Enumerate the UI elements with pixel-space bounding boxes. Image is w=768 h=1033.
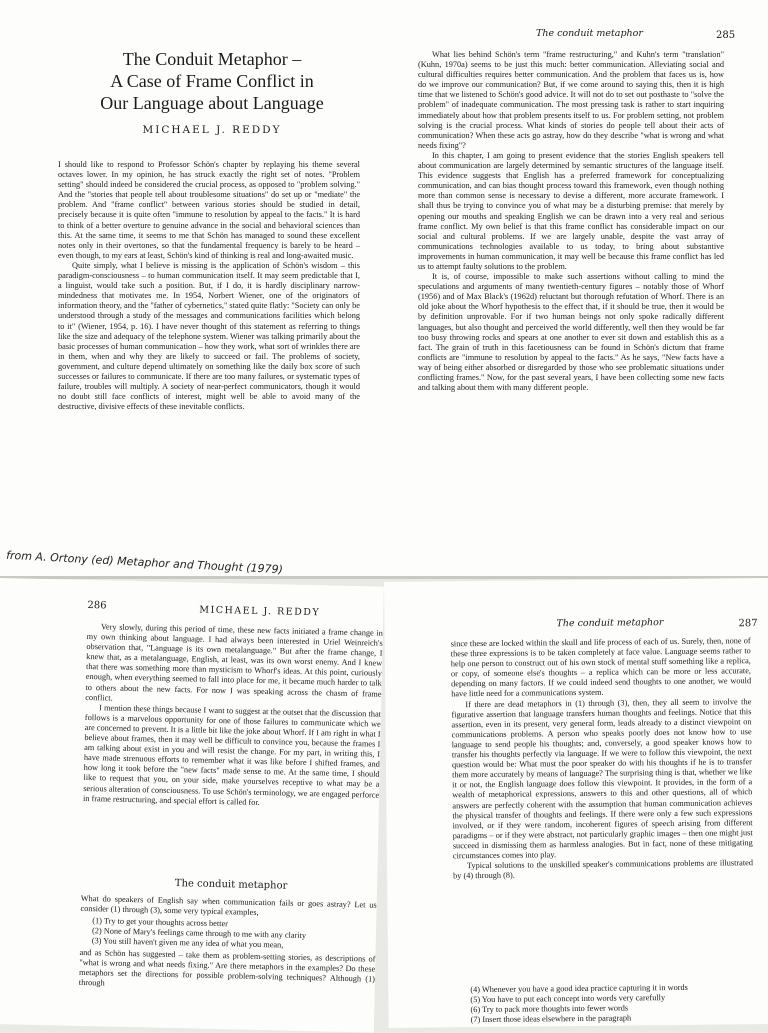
paragraph: In this chapter, I am going to present evidence that the stories English speakers tell about communication are largely determined by semantic structures of the language itself. This evidence suggests that English has a preferred framework for conceptualizing communication, and can bias thought process toward this framework, even though nothing more than common sense is necessary to devise a different, more accurate framework. I shall thus be trying to convince you of what may be a disturbing premise: that merely by opening our mouths and speaking English we can be drawn into a very real and serious frame conflict. My own belief is that this frame conflict has considerable impact on our social and cultural problems. If we are largely unable, despite the vast array of communications technologies available to us today, to bring about substantive improvements in human communication, it may well be because this frame conflict has led us to attempt faulty solutions to the problem.: [418, 150, 724, 271]
closing-text: [79, 948, 376, 995]
paragraph: What do speakers of English say when communication fails or goes astray? Let us consider (1) through (3), some very typical examples,: [80, 893, 377, 918]
body-text: [83, 622, 383, 810]
paragraph: Typical solutions to the unskilled speaker's communications problems are illustrated by (4) through (8).: [453, 858, 754, 881]
author-name: MICHAEL J. REDDY: [142, 124, 282, 136]
page-286: [0, 578, 384, 1033]
running-head: The conduit metaphor: [536, 28, 643, 39]
title-line-3: Our Language about Language: [100, 93, 324, 113]
example-list: [470, 982, 760, 1025]
section-heading: The conduit metaphor: [174, 878, 288, 892]
paragraph: since these are locked within the skull and life process of each of us. Surely, then, none of these three expressions is to be taken completely at face value. Language seems rather to help one person to construct out of his own stock of mental stuff something like a replica, or copy, of someone else's thoughts – a replica which can be more or less accurate, depending on many factors. If we could indeed send thoughts to one another, we would have little need for a communications system.: [450, 636, 752, 699]
title-line-2: A Case of Frame Conflict in: [110, 71, 314, 91]
page-285: [384, 0, 768, 578]
chapter-title: [52, 48, 372, 114]
body-text: [418, 50, 724, 393]
running-head: MICHAEL J. REDDY: [199, 604, 321, 619]
paragraph: Very slowly, during this period of time, these new facts initiated a frame change in my own thinking about language. I had always been interested in Uriel Weinreich's observation that, "Language is its own metalanguage." But after the frame change, I knew that, as a metalanguage, English, at least, was its own worst enemy. And I knew that there was something more than mysticism to Whorf's ideas. At this point, curiously enough, when everything seemed to fall into place for me, it became much harder to talk to others about the new facts. For now I was speaking across the chasm of frame conflict.: [85, 622, 383, 703]
paragraph: Quite simply, what I believe is missing is the application of Schön's wisdom – this paradigm-consciousness – to human communication itself. It may seem predictable that I, a linguist, would take such a position. But, if I do, it is hardly disciplinary narrow-mindedness that motivates me. In 1954, Norbert Wiener, one of the originators of information theory, and the "father of cybernetics," stated quite flatly: "Society can only be understood through a study of the messages and communications facilities which belong to it" (Wiener, 1954, p. 16). I have never thought of this statement as referring to things like the size and adequacy of the telephone system. Wiener was talking primarily about the basic processes of human communication – how they work, what sort of wrinkles there are in them, when and why they are likely to succeed or fail. The problems of society, government, and culture depend ultimately on something like the daily box score of such successes or failures to communicate. If there are too many failures, or systematic types of failure, troubles will multiply. A society of near-perfect communicators, though it would no doubt still face conflicts of interest, might well be able to avoid many of the destructive, divisive effects of these inevitable conflicts.: [58, 260, 360, 412]
example-1: (1) Try to get your thoughts across better: [92, 916, 229, 929]
paragraph: It is, of course, impossible to make such assertions without calling to mind the speculations and arguments of many twentieth-century figures – notably those of Whorf (1956) and of Max Black's (1962d) reluctant but thorough refutation of Whorf. There is an old joke about the Whorf hypothesis to the effect that, if it should be true, then it would be by definition unprovable. For if two human beings not only spoke radically different languages, but also thought and perceived the world differently, well then they would be far too busy throwing rocks and spears at one another to ever sit down and establish this as a fact. The grain of truth in this facetiousness can be found in Schön's dictum that frame conflicts are "immune to resolution by appeal to the facts." As he says, "New facts have a way of being either absorbed or disregarded by those who see problematic situations under conflicting frames." Now, for the past several years, I have been collecting some new facts and talking about them with many different people.: [418, 272, 724, 393]
body-text: [58, 160, 360, 412]
example-5: (5) You have to put each concept into words very carefully: [470, 993, 666, 1005]
page-283: [0, 0, 384, 578]
title-line-1: The Conduit Metaphor –: [122, 49, 302, 69]
paragraph: If there are dead metaphors in (1) through (3), then, they all seem to involve the figurative assertion that language transfers human thoughts and feelings. Notice that this assertion, even in its present, very general form, leads already to a distinct viewpoint on communications problems. A person who speaks poorly does not know how to use language to send people his thoughts; and, conversely, a good speaker knows how to transfer his thoughts perfectly via language. If we were to follow this viewpoint, the next question would be: What must the poor speaker do with his thoughts if he is to transfer them more accurately by means of language? The surprising thing is that, whether we like it or not, the English language does follow this viewpoint. It provides, in the form of a wealth of metaphorical expressions, answers to this and other questions, all of which answers are perfectly coherent with the assumption that human communication achieves the physical transfer of thoughts and feelings. If there were only a few such expressions involved, or if they were random, incoherent figures of speech arising from different paradigms – or if they were abstract, not particularly graphic images – then one might just succeed in dismissing them as harmless analogies. But in fact, none of these mitigating circumstances comes into play.: [451, 696, 753, 861]
example-7: (7) Insert those ideas elsewhere in the paragraph: [470, 1013, 632, 1025]
paragraph: I mention these things because I want to suggest at the outset that the discussion that follows is a marvelous opportunity for one of those failures to communicate which we are concerned to prevent. It is a little bit like the joke about Whorf. If I am right in what I believe about frames, then it may well be difficult to convince you, because the frames I am talking about exist in you and will resist the change. For my part, in writing this, I have made strenuous efforts to remember what it was like before I shifted frames, and how long it took before the "new facts" made sense to me. At the same time, I should like to request that you, on your side, make yourselves receptive to what may be a serious alteration of consciousness. To use Schön's terminology, we are engaged perforce in frame restructuring, and special effort is called for.: [82, 703, 382, 807]
page-number: 285: [716, 30, 736, 41]
running-head: The conduit metaphor: [556, 617, 664, 630]
paragraph: and as Schön has suggested – take them as problem-setting stories, as descriptions of "what is wrong and what needs fixing." Are there metaphors in the examples? Do these metaphors set the directions for possible problem-solving techniques? Although (1) through: [78, 947, 376, 988]
page-number: 286: [87, 599, 107, 612]
example-list: [92, 916, 373, 953]
paragraph: I should like to respond to Professor Schön's chapter by replaying his theme several octaves lower. In my opinion, he has struck exactly the right set of notes. "Problem setting" should indeed be considered the crucial process, as opposed to "problem solving." And the "stories that people tell about troublesome situations" do set up or "mediate" the problem. And "frame conflict" between various stories should be studied in detail, precisely because it is quite often "immune to resolution by appeal to the facts." It is hard to think of a better overture to genuine advance in the social and behavioral sciences than this. At the same time, it seems to me that Schön has managed to sound these excellent notes only in their overtones, so that the fundamental frequency is barely to be heard – even though, to my ears at least, Schön's kind of thinking is real and long-awaited music.: [58, 160, 360, 260]
body-text: [451, 636, 754, 881]
handwritten-note: from A. Ortony (ed) Metaphor and Thought (1979): [5, 548, 284, 577]
example-4: (4) Whenever you have a good idea practice capturing it in words: [470, 982, 688, 995]
example-2: (2) None of Mary's feelings came through to me with any clarity: [91, 926, 307, 941]
paragraph: What lies behind Schön's term "frame restructuring," and Kuhn's term "translation" (Kuhn, 1970a) seems to be just this much: better communication. Alleviating social and cultural difficulties requires better communication. And the problem that faces us is, how do we improve our communication? But, if we come around to saying this, then it is high time that we listened to Schön's good advice. It will not do to set out posthaste to "solve the problem" of inadequate communication. The most pressing task is rather to start inquiring immediately about how that problem presents itself to us. For problem setting, not problem solving is the crucial process. What kinds of stories do people tell about their acts of communication? When these acts go astray, how do they describe "what is wrong and what needs fixing"?: [418, 50, 724, 150]
example-3: (3) You still haven't given me any idea of what you mean,: [91, 936, 284, 950]
page-number: 287: [738, 618, 758, 630]
example-6: (6) Try to pack more thoughts into fewer words: [470, 1003, 629, 1015]
page-287: [384, 578, 768, 1028]
